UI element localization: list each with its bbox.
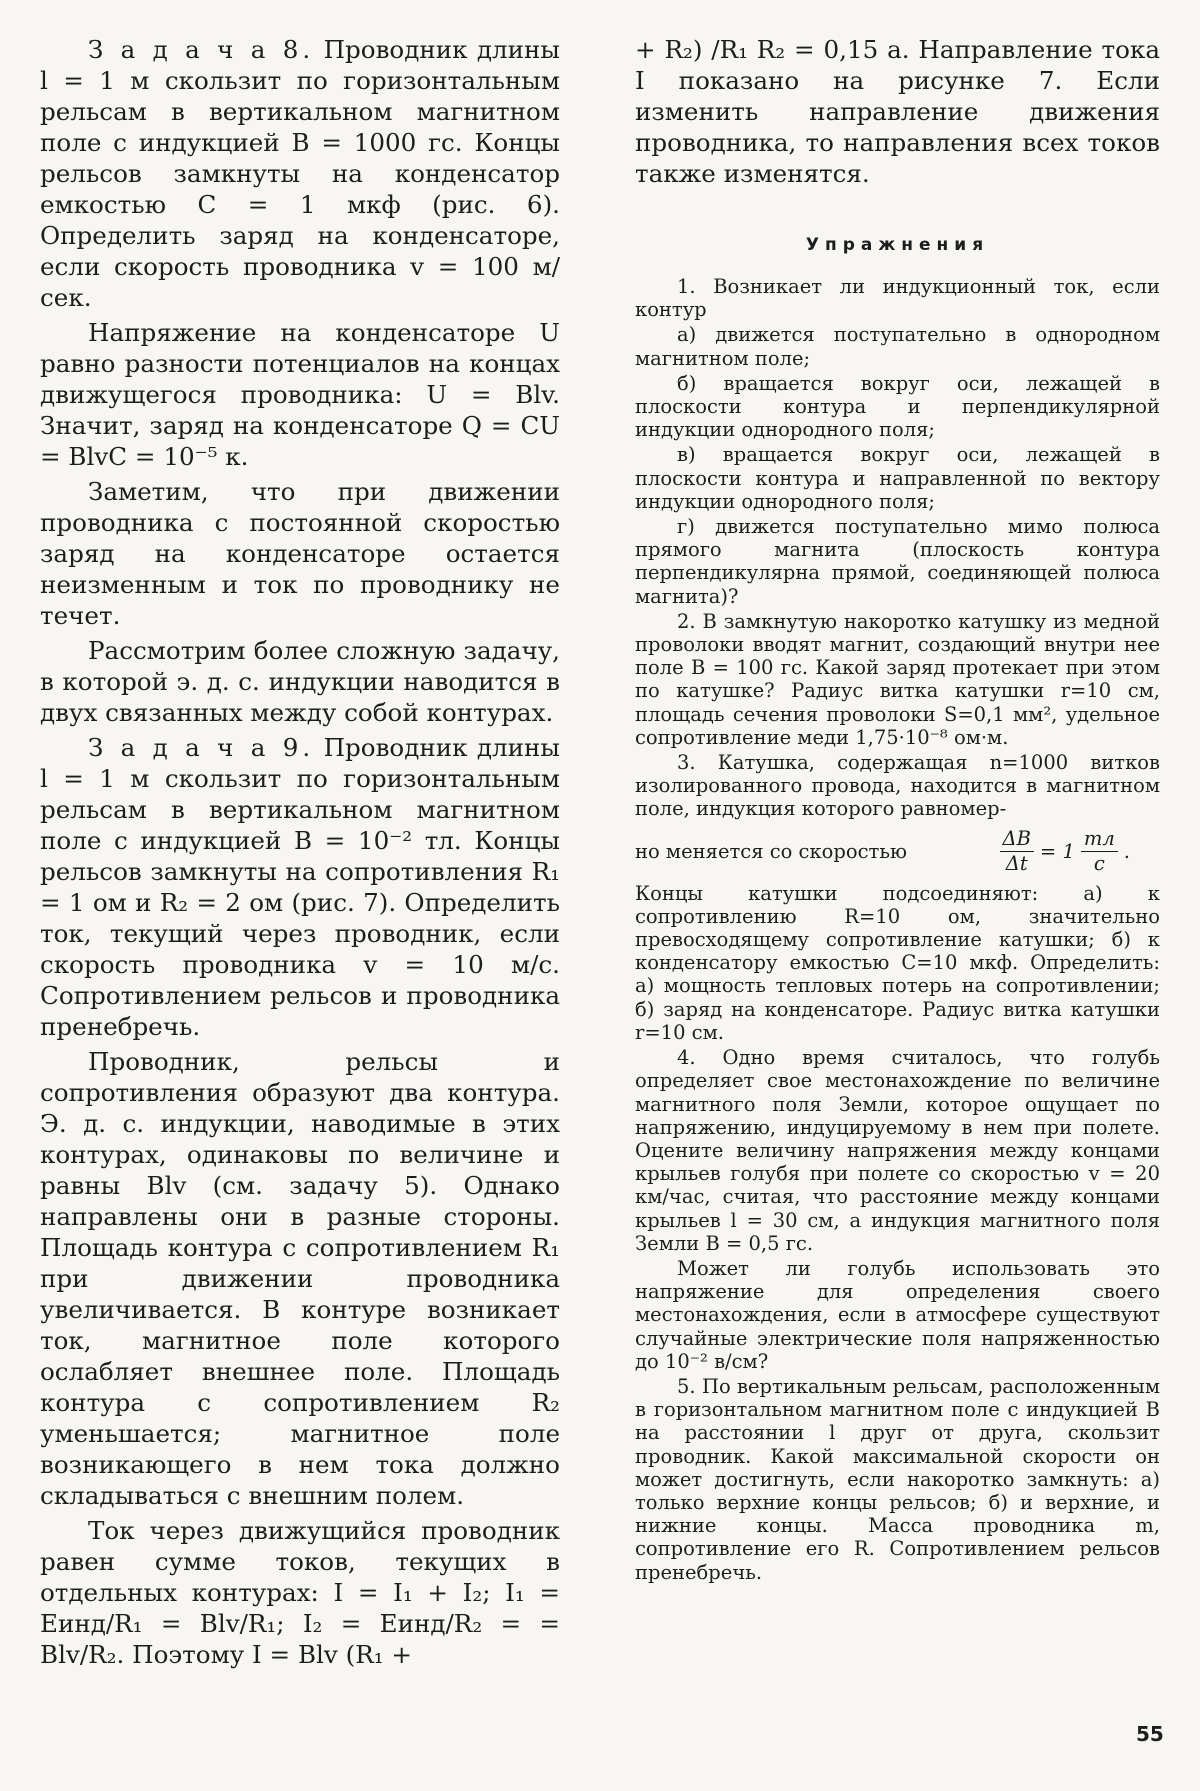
paragraph-problem-8 [40, 34, 560, 313]
exercise-subitem: б) вращается вокруг оси, лежащей в плоскости контура и перпендикулярной индукции однородного поля; [635, 371, 1160, 442]
formula-equals: = 1 [1039, 839, 1075, 863]
exercise-item: 5. По вертикальным рельсам, расположенным в горизонтальном магнитном поле с индукцией B на расстоянии l друг от друга, скользит проводник. Какой максимальной скорости он может достигнуть, если накоротко замкнуть: а) только верхние концы рельсов; б) и верхние, и нижние концы. Масса проводника m, сопротивление его R. Сопротивлением рельсов пренебречь. [635, 1374, 1160, 1584]
unit-numerator: тл [1081, 827, 1118, 852]
exercise-subitem: г) движется поступательно мимо полюса прямого магнита (плоскость контура перпендикулярна прямой, соединяющей полюса магнита)? [635, 515, 1160, 608]
exercise-item: 1. Возникает ли индукционный ток, если контур [635, 275, 1160, 322]
continuation-block [635, 34, 1160, 189]
paragraph-text: Проводник длины l = 1 м скользит по горизонтальным рельсам в вертикальном магнитном поле с индукцией B = 1000 гс. Концы рельсов замкнуты на конденсатор емкостью C = 1 мкф (рис. 6). Определить заряд на конденсаторе, если скорость проводника v = 100 м/сек. [40, 35, 560, 312]
exercises-list [635, 275, 1160, 1584]
formula-line-text: но меняется со скоростью [635, 839, 907, 863]
exercise-subitem: а) движется поступательно в однородном магнитном поле; [635, 323, 1160, 370]
fraction-unit [1081, 827, 1118, 876]
right-column [635, 34, 1160, 1586]
fraction-delta-b-delta-t [1000, 827, 1034, 876]
page-number: 55 [1136, 1722, 1164, 1746]
paragraph-text: Проводник длины l = 1 м скользит по горизонтальным рельсам в вертикальном магнитном поле с индукцией B = 10⁻² тл. Концы рельсов замкнуты на сопротивления R₁ = 1 ом и R₂ = 2 ом (рис. 7). Определить ток, текущий через проводник, если скорость проводника v = 10 м/с. Сопротивлением рельсов и проводника пренебречь. [40, 733, 560, 1041]
exercise-item: 2. В замкнутую накоротко катушку из медной проволоки вводят магнит, создающий внутри нее поле B = 100 гс. Какой заряд протекает при этом по катушке? Радиус витка катушки r=10 см, площадь сечения проволоки S=0,1 мм², удельное сопротивление меди 1,75·10⁻⁸ ом·м. [635, 609, 1160, 749]
exercise-continuation: Концы катушки подсоединяют: а) к сопротивлению R=10 ом, значительно превосходящему сопротивление катушки; б) к конденсатору емкостью C=10 мкф. Определить: а) мощность тепловых потерь на сопротивлении; б) заряд на конденсаторе. Радиус витка катушки r=10 см. [635, 881, 1160, 1044]
fraction-numerator: ΔB [1000, 827, 1034, 852]
exercise-item: 4. Одно время считалось, что голубь определяет свое местонахождение по величине магнитного поля Земли, которое ощущает по напряжению, индуцируемому в нем при полете. Оцените величину напряжения между концами крыльев голубя при полете со скоростью v = 20 км/час, считая, что расстояние между концами крыльев l = 30 см, а индукция магнитного поля Земли B = 0,5 гс. [635, 1046, 1160, 1255]
formula-end: . [1123, 839, 1130, 863]
paragraph: Ток через движущийся проводник равен сумме токов, текущих в отдельных контурах: I = I₁ + I₂; I₁ = Eинд/R₁ = Blv/R₁; I₂ = Eинд/R₂ = = Blv/R₂. Поэтому I = Blv (R₁ + [40, 1516, 560, 1669]
exercise-item: Может ли голубь использовать это напряжение для определения своего местонахождения, если в атмосфере существуют случайные электрические поля напряженностью до 10⁻² в/см? [635, 1256, 1160, 1373]
paragraph-continuation: + R₂) /R₁ R₂ = 0,15 а. Направление тока I показано на рисунке 7. Если изменить направление движения проводника, то направления всех токов также изменятся. [635, 35, 1160, 188]
exercise-subitem: в) вращается вокруг оси, лежащей в плоскости контура и направленной по вектору индукции однородного поля; [635, 443, 1160, 513]
unit-denominator: с [1093, 851, 1105, 875]
problem-label: З а д а ч а 8. [88, 35, 315, 64]
problem-label: З а д а ч а 9. [88, 733, 315, 762]
left-column [40, 34, 560, 1672]
paragraph: Заметим, что при движении проводника с постоянной скоростью заряд на конденсаторе остается неизменным и ток по проводнику не течет. [40, 477, 560, 630]
rate-formula [1000, 827, 1131, 876]
paragraph: Рассмотрим более сложную задачу, в которой э. д. с. индукции наводится в двух связанных между собой контурах. [40, 636, 560, 727]
paragraph: Напряжение на конденсаторе U равно разности потенциалов на концах движущегося проводника: U = Blv. Значит, заряд на конденсаторе Q = CU = BlvC = 10⁻⁵ к. [40, 318, 560, 471]
paragraph-problem-9 [40, 732, 560, 1042]
formula-line [635, 827, 1160, 876]
section-title: Упражнения [805, 235, 990, 255]
paragraph: Проводник, рельсы и сопротивления образуют два контура. Э. д. с. индукции, наводимые в этих контурах, одинаковы по величине и равны Blv (см. задачу 5). Однако направлены они в разные стороны. Площадь контура с сопротивлением R₁ при движении проводника увеличивается. В контуре возникает ток, магнитное поле которого ослабляет внешнее поле. Площадь контура с сопротивлением R₂ уменьшается; магнитное поле возникающего в нем тока должно складываться с внешним полем. [40, 1047, 560, 1510]
exercise-item: 3. Катушка, содержащая n=1000 витков изолированного провода, находится в магнитном поле, индукция которого равномер- [635, 751, 1160, 821]
fraction-denominator: Δt [1005, 851, 1028, 875]
